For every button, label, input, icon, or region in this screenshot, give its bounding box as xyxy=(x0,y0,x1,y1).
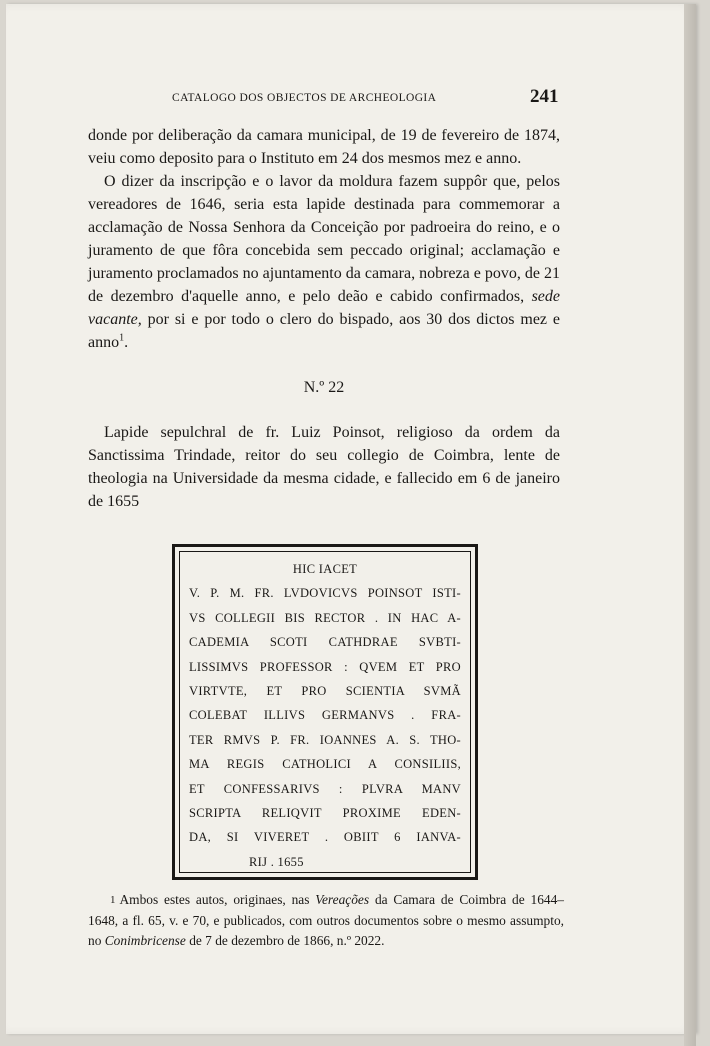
footnote-text-b: da Camara de Coimbra de 1644–1648, a fl. 65, v. e 70, e publicados, com outros documentos sobre o mesmo assumpto, no xyxy=(88,892,564,948)
paragraph-2-italic: sede vacante, xyxy=(88,288,561,328)
inscription-line: COLEBAT ILLIVS GERMANVS . FRA- xyxy=(189,708,461,723)
inscription-line: LISSIMVS PROFESSOR : QVEM ET PRO xyxy=(189,659,461,674)
page-number: 241 xyxy=(530,86,559,107)
inscription-line: RIJ . 1655 xyxy=(249,854,304,869)
inscription-frame xyxy=(172,544,478,880)
page-edge xyxy=(684,4,696,1046)
inscription-line: DA, SI VIVERET . OBIIT 6 IANVA- xyxy=(189,830,461,845)
inscription-line: CADEMIA SCOTI CATHDRAE SVBTI- xyxy=(189,635,461,650)
paragraph-2-text: O dizer da inscripção e o lavor da moldura fazem suppôr que, pelos vereadores de 1646, seria esta lapide destinada para commemorar a acclamação de Nossa Senhora da Conceição por padroeira do reino, e o juramento de que fôra concebida sem peccado original; acclamação e juramento proclamados no ajuntamento da camara, nobreza e povo, de 21 de dezembro d'aquelle anno, e pelo deão e cabido confirmados, xyxy=(88,173,560,305)
inscription-line: VS COLLEGII BIS RECTOR . IN HAC A- xyxy=(189,610,461,625)
footnote-reference[interactable]: 1 xyxy=(119,332,125,344)
paragraph-2 xyxy=(88,170,560,354)
footnote-text xyxy=(88,890,564,952)
inscription-line: MA REGIS CATHOLICI A CONSILIIS, xyxy=(189,757,461,772)
inscription-line: TER RMVS P. FR. IOANNES A. S. THO- xyxy=(189,732,461,747)
paragraph-2-end: . xyxy=(124,334,129,351)
running-title: CATALOGO DOS OBJECTOS DE ARCHEOLOGIA xyxy=(172,92,437,104)
footnote xyxy=(88,890,564,952)
footnote-italic-b: Conimbricense xyxy=(104,933,186,948)
paragraph-3: Lapide sepulchral de fr. Luiz Poinsot, religioso da ordem da Sanctissima Trindade, reitor do seu collegio de Coimbra, lente de theologia na Universidade da mesma cidade, e fallecido em 6 de janeiro de 1655 xyxy=(88,424,560,510)
inscription-line: SCRIPTA RELIQVIT PROXIME EDEN- xyxy=(189,806,461,821)
footnote-text-a: Ambos estes autos, originaes, nas xyxy=(119,892,310,907)
footnote-text-c: de 7 de dezembro de 1866, n.º 2022. xyxy=(189,933,385,948)
paragraph-1: donde por deliberação da camara municipal, de 19 de fevereiro de 1874, veiu como deposito para o Instituto em 24 dos mesmos mez e anno. xyxy=(88,127,560,167)
body-text xyxy=(88,124,560,513)
inscription-line: HIC IACET xyxy=(292,562,358,576)
inscription-line: VIRTVTE, ET PRO SCIENTIA SVMÃ xyxy=(189,684,461,699)
inscription-line: V. P. M. FR. LVDOVICVS POINSOT ISTI- xyxy=(189,586,461,601)
inscription-line: ET CONFESSARIVS : PLVRA MANV xyxy=(189,781,461,796)
inscription-text xyxy=(189,557,461,874)
footnote-marker: 1 xyxy=(110,894,116,906)
item-heading: N.º 22 xyxy=(303,379,345,396)
paragraph-2-continuation: por si e por todo o clero do bispado, aos 30 dos dictos mez e anno xyxy=(88,311,560,351)
footnote-italic-a: Vereações xyxy=(315,892,370,907)
